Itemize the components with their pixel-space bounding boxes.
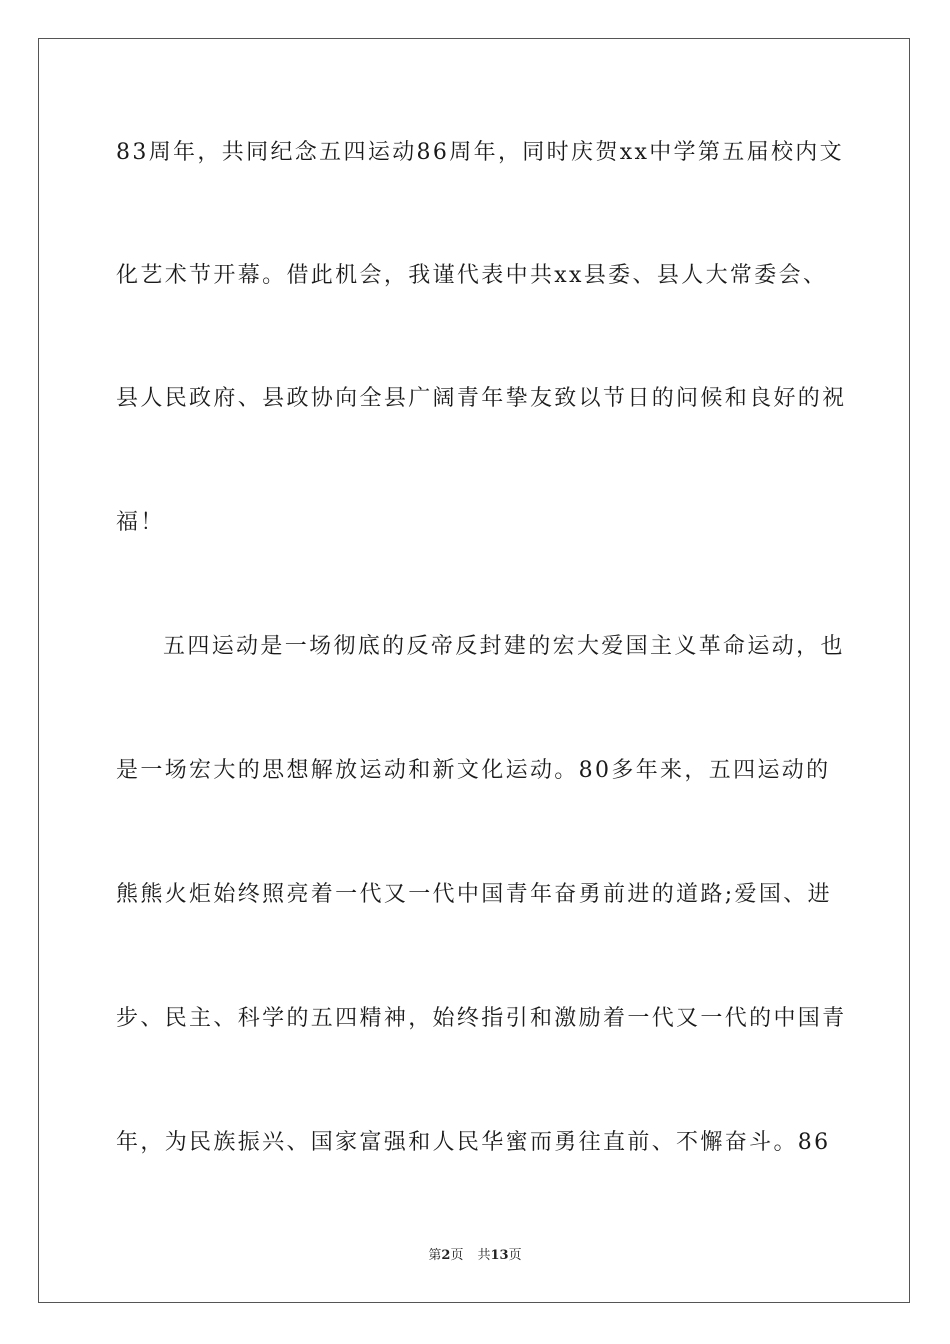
body-text-line: 福！ — [116, 510, 165, 535]
page-total-prefix: 共 — [477, 1248, 491, 1263]
page-number-prefix: 第 — [428, 1248, 442, 1263]
body-text-line: 年，为民族振兴、国家富强和人民华蜜而勇往直前、不懈奋斗。86 — [116, 1130, 831, 1155]
page-number-current: 2 — [441, 1248, 451, 1263]
body-text-line: 化艺术节开幕。借此机会，我谨代表中共xx县委、县人大常委会、 — [116, 263, 828, 288]
page-number-unit: 页 — [450, 1248, 464, 1263]
page-border — [38, 38, 910, 1303]
body-text-line: 步、民主、科学的五四精神，始终指引和激励着一代又一代的中国青 — [116, 1006, 847, 1031]
body-text-line: 县人民政府、县政协向全县广阔青年挚友致以节日的问候和良好的祝 — [116, 386, 847, 411]
body-text-line: 83周年，共同纪念五四运动86周年，同时庆贺xx中学第五届校内文 — [116, 140, 845, 165]
page-footer — [0, 1247, 950, 1265]
body-text-line: 熊熊火炬始终照亮着一代又一代中国青年奋勇前进的道路;爱国、进 — [116, 882, 832, 907]
body-text-line: 是一场宏大的思想解放运动和新文化运动。80多年来，五四运动的 — [116, 758, 831, 783]
body-text-line: 五四运动是一场彻底的反帝反封建的宏大爱国主义革命运动，也 — [163, 634, 845, 659]
page-number-total: 13 — [490, 1248, 509, 1263]
page-total-unit: 页 — [508, 1248, 522, 1263]
